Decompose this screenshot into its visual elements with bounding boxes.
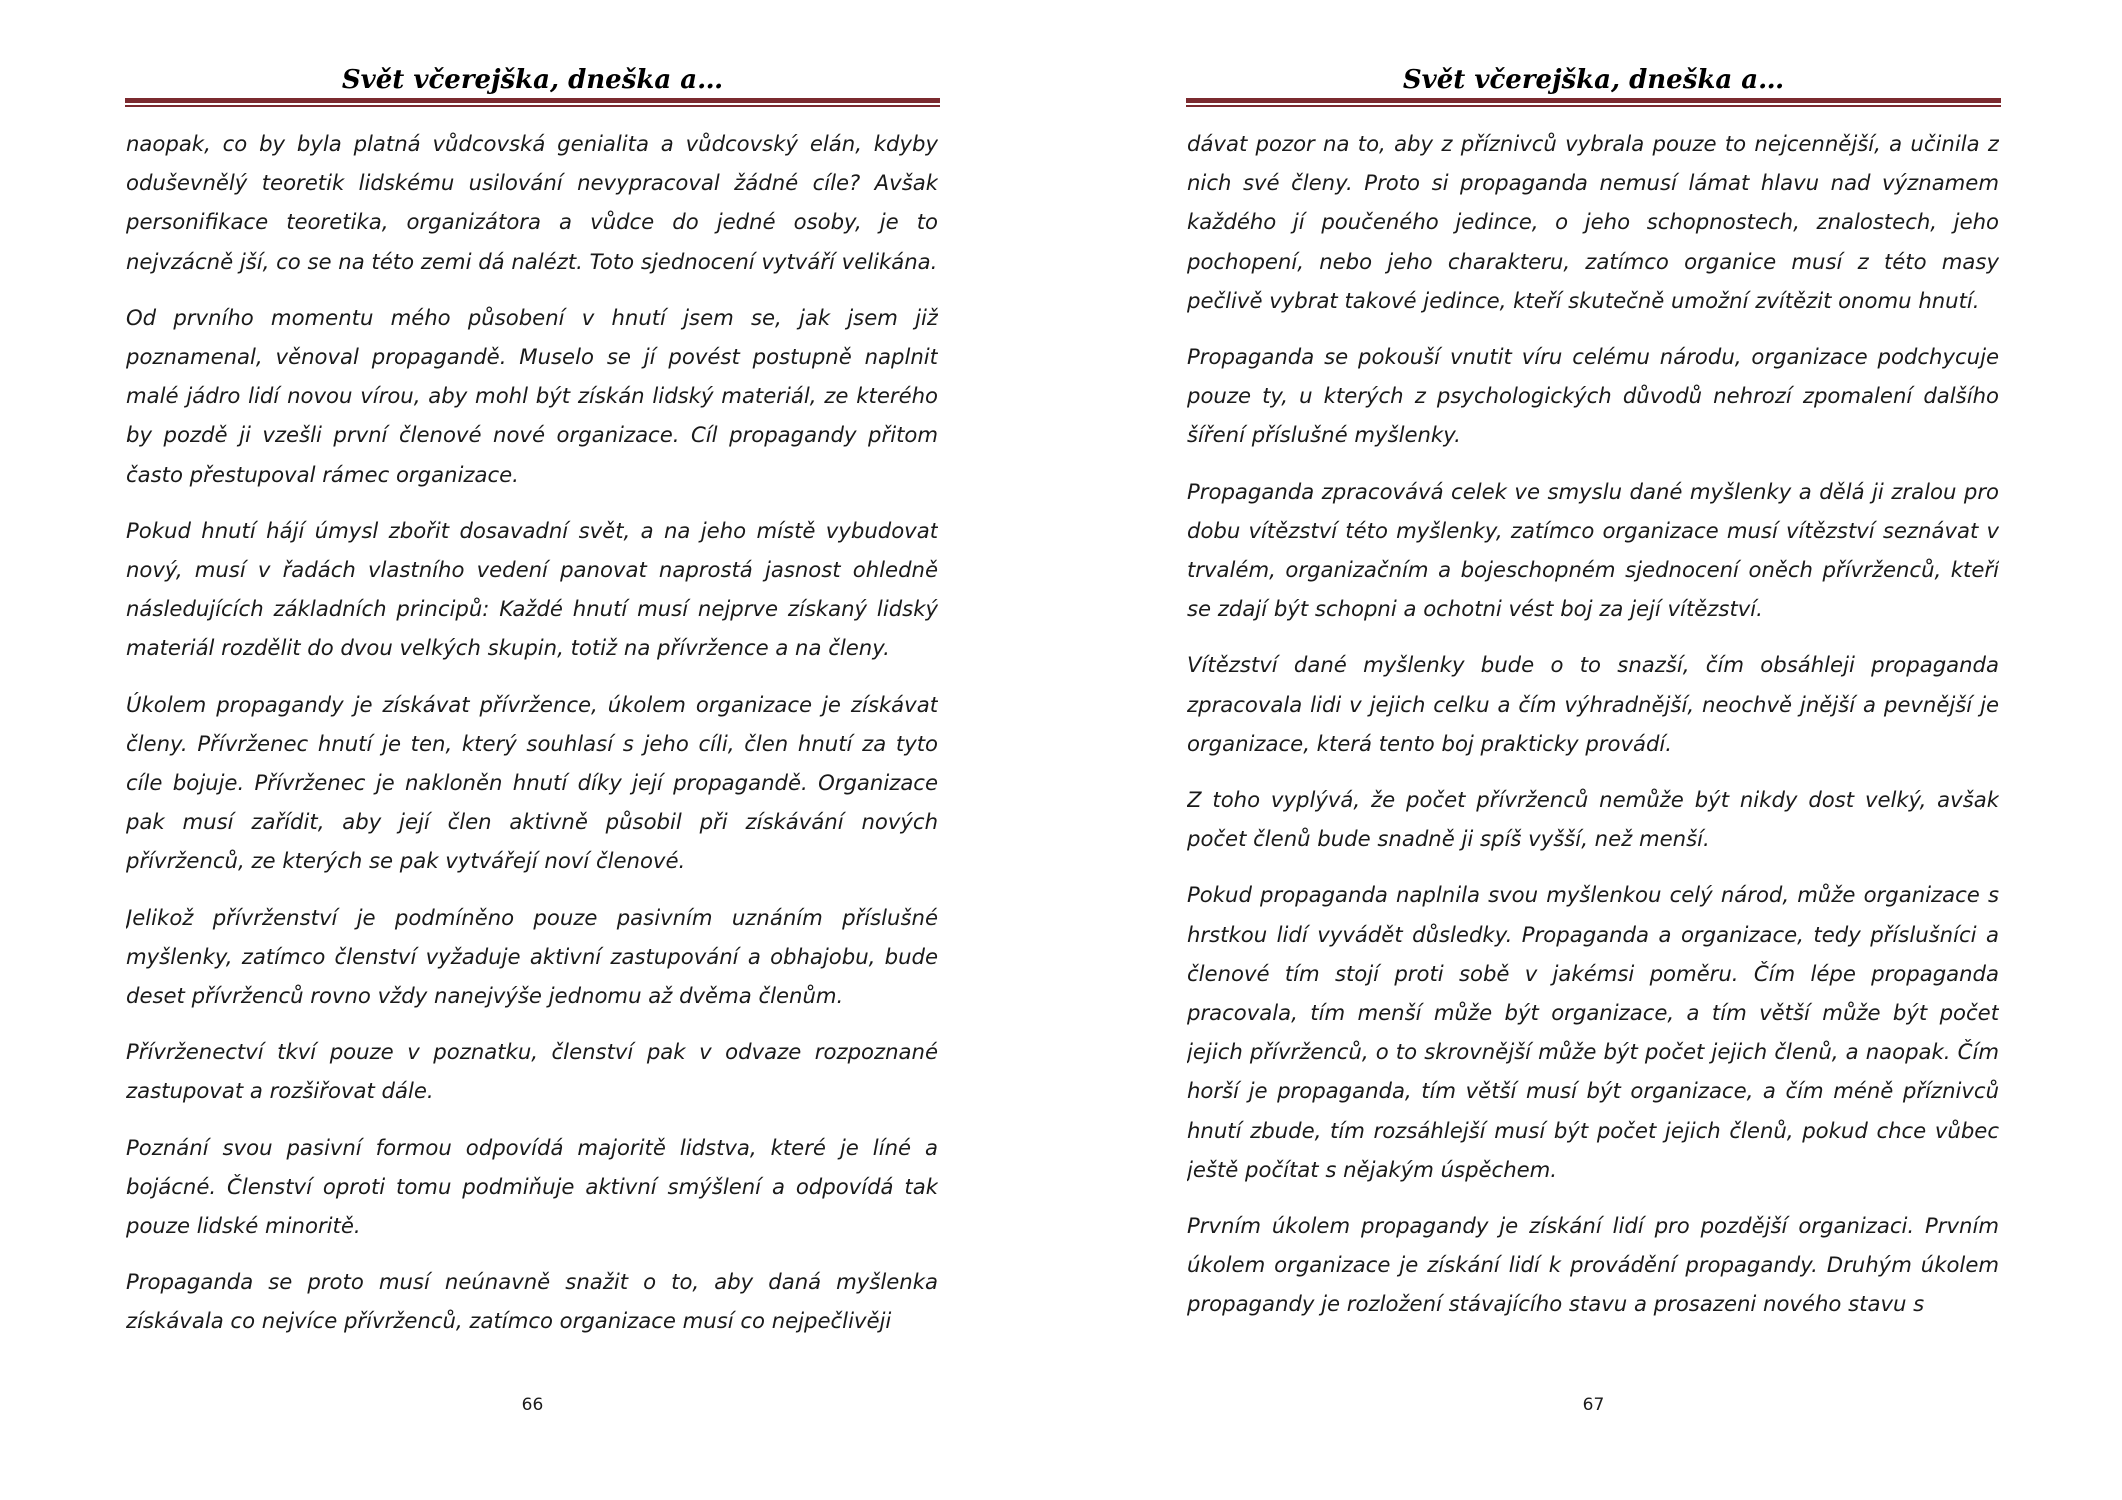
paragraph: Přívrženectví tkví pouze v poznatku, členství pak v odvaze rozpoznané zastupovat a rozšiřovat dále. [126,1039,938,1104]
paragraph: Propaganda zpracovává celek ve smyslu dané myšlenky a dělá ji zralou pro dobu vítězství této myšlenky, zatímco organizace musí vítězství seznávat v trvalém, organizačním a bojeschopném sjednocení oněch přívrženců, kteří se zdají být schopni a ochotni vést boj za její vítězství. [1187,478,1999,622]
paragraph: Prvním úkolem propagandy je získání lidí pro pozdější organizaci. Prvním úkolem organizace je získání lidí k provádění propagandy. Druhým úkolem propagandy je rozložení stávajícího stavu a prosazeni nového stavu s [1187,1213,1999,1317]
header-rule-thick [125,98,940,103]
body-text-right [1187,124,1999,1384]
header-rule-thick [1186,98,2001,103]
page-number-right: 67 [1582,1395,1605,1415]
paragraph: Vítězství dané myšlenky bude o to snazší, čím obsáhleji propaganda zpracovala lidi v jejich celku a čím výhradnější, neochvě jnější a pevnější je organizace, která tento boj prakticky provádí. [1187,652,1999,756]
paragraph: Poznání svou pasivní formou odpovídá majoritě lidstva, které je líné a bojácné. Členství oproti tomu podmiňuje aktivní smýšlení a odpovídá tak pouze lidské minoritě. [126,1134,938,1239]
paragraph: Propaganda se proto musí neúnavně snažit o to, aby daná myšlenka získávala co nejvíce přívrženců, zatímco organizace musí co nejpečlivěji [126,1269,938,1334]
running-head-right: Svět včerejška, dneška a… [1402,65,1785,95]
running-head-left: Svět včerejška, dneška a… [341,65,724,95]
paragraph: Propaganda se pokouší vnutit víru celému národu, organizace podchycuje pouze ty, u kterých z psychologických důvodů nehrozí zpomalení dalšího šíření příslušné myšlenky. [1187,344,1999,448]
header-rule-thin [125,105,940,107]
header-rule-left [125,98,940,107]
page-number-left: 66 [521,1395,544,1415]
body-text-left [126,124,938,1384]
paragraph: Jelikož přívrženství je podmíněno pouze pasivním uznáním příslušné myšlenky, zatímco členství vyžaduje aktivní zastupování a obhajobu, bude deset přívrženců rovno vždy nanejvýše jednomu až dvěma členům. [126,904,938,1009]
header-rule-thin [1186,105,2001,107]
paragraph: Úkolem propagandy je získávat přívržence, úkolem organizace je získávat členy. Přívrženec hnutí je ten, který souhlasí s jeho cíli, člen hnutí za tyto cíle bojuje. Přívrženec je nakloněn hnutí díky její propagandě. Organizace pak musí zařídit, aby její člen aktivně působil při získávání nových přívrženců, ze kterých se pak vytvářejí noví členové. [126,691,938,874]
paragraph: naopak, co by byla platná vůdcovská genialita a vůdcovský elán, kdyby oduševnělý teoretik lidskému usilování nevypracoval žádné cíle? Avšak personifikace teoretika, organizátora a vůdce do jedné osoby, je to nejvzácně jší, co se na této zemi dá nalézt. Toto sjednocení vytváří velikána. [126,131,938,274]
right-page [1061,0,2122,1500]
paragraph: Pokud hnutí hájí úmysl zbořit dosavadní svět, a na jeho místě vybudovat nový, musí v řadách vlastního vedení panovat naprostá jasnost ohledně následujících základních principů: Každé hnutí musí nejprve získaný lidský materiál rozdělit do dvou velkých skupin, totiž na přívržence a na členy. [126,517,938,661]
paragraph: Z toho vyplývá, že počet přívrženců nemůže být nikdy dost velký, avšak počet členů bude snadně ji spíš vyšší, než menší. [1187,787,1999,852]
paragraph: Od prvního momentu mého působení v hnutí jsem se, jak jsem již poznamenal, věnoval propagandě. Muselo se jí povést postupně naplnit malé jádro lidí novou vírou, aby mohl být získán lidský materiál, ze kterého by pozdě ji vzešli první členové nové organizace. Cíl propagandy přitom často přestupoval rámec organizace. [126,304,938,487]
paragraph: dávat pozor na to, aby z příznivců vybrala pouze to nejcennější, a učinila z nich své členy. Proto si propaganda nemusí lámat hlavu nad významem každého jí poučeného jedince, o jeho schopnostech, znalostech, jeho pochopení, nebo jeho charakteru, zatímco organice musí z této masy pečlivě vybrat takové jedince, kteří skutečně umožní zvítězit onomu hnutí. [1187,131,1999,313]
paragraph: Pokud propaganda naplnila svou myšlenkou celý národ, může organizace s hrstkou lidí vyvádět důsledky. Propaganda a organizace, tedy příslušníci a členové tím stojí proti sobě v jakémsi poměru. Čím lépe propaganda pracovala, tím menší může být organizace, a tím větší může být počet jejich přívrženců, o to skrovnější může být počet jejich členů, a naopak. Čím horší je propaganda, tím větší musí být organizace, a čím méně příznivců hnutí zbude, tím rozsáhlejší musí být počet jejich členů, pokud chce vůbec ještě počítat s nějakým úspěchem. [1187,882,1999,1182]
header-rule-right [1186,98,2001,107]
